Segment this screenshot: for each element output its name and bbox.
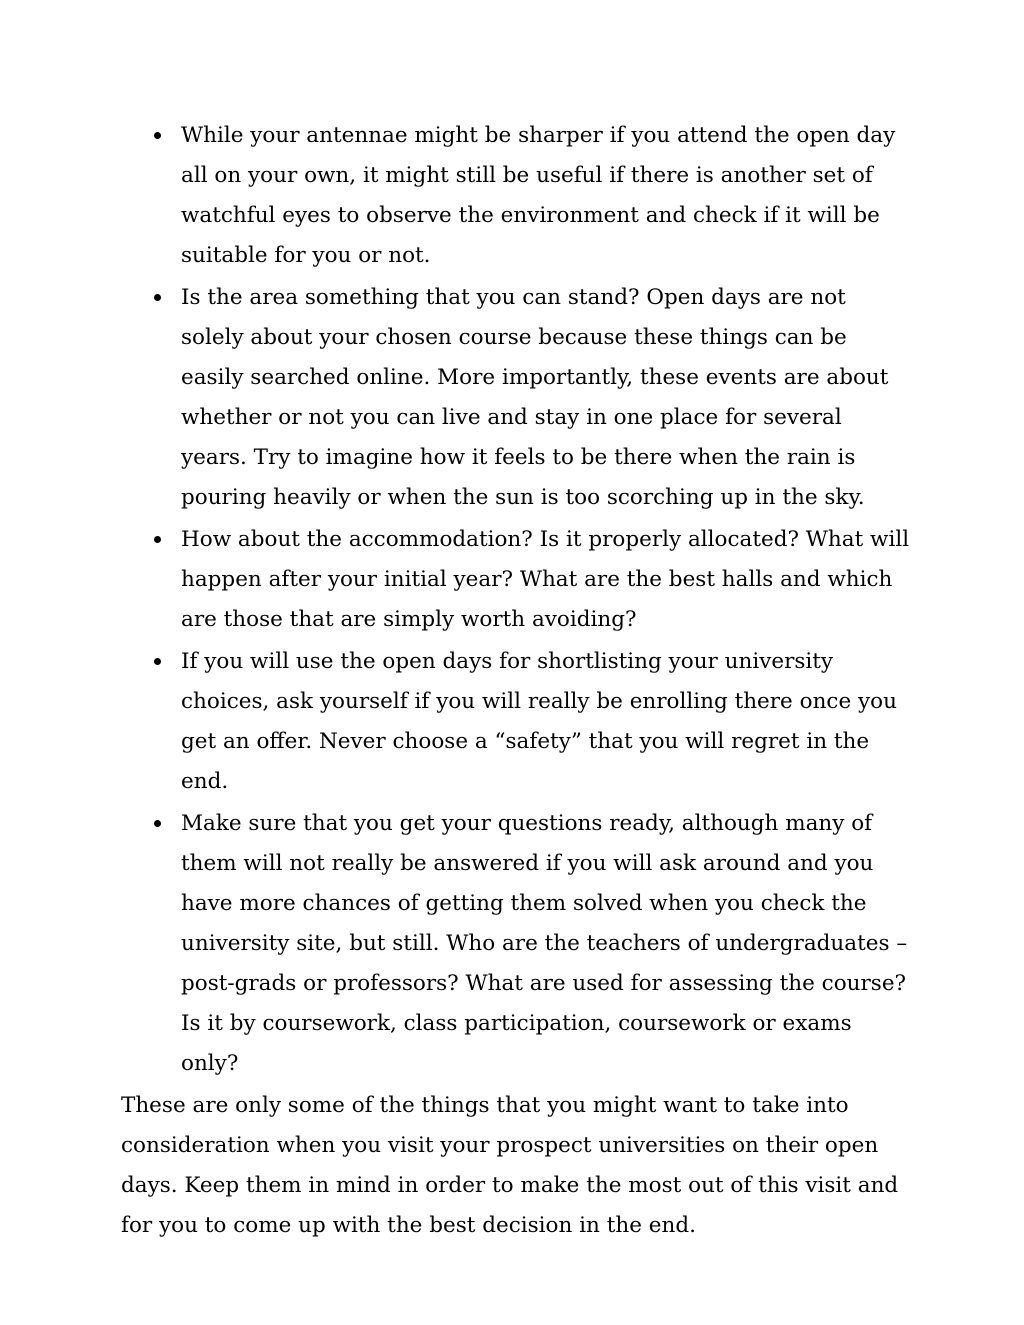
bullet-dot-icon [154,132,161,139]
bullet-text: Is the area something that you can stand? Open days are not solely about your chosen course because these things can be easily searched online. More importantly, these events are about whether or not you can live and stay in one place for several years. Try to imagine how it feels to be there when the rain is pouring heavily or when the sun is too scorching up in the sky. [181,285,889,510]
bullet-text: Make sure that you get your questions ready, although many of them will not really be answered if you will ask around and you have more chances of getting them solved when you check the university site, but still. Who are the teachers of undergraduates – post-grads or professors? What are used for assessing the course? Is it by coursework, class participation, coursework or exams only? [181,811,908,1076]
bullet-dot-icon [154,294,161,301]
bullet-item-companion [121,116,911,276]
document-body [121,116,911,1246]
bullet-text: While your antennae might be sharper if you attend the open day all on your own, it might still be useful if there is another set of watchful eyes to observe the environment and check if it will be suitable for you or not. [181,123,896,268]
bullet-dot-icon [154,536,161,543]
closing-paragraph: These are only some of the things that you might want to take into consideration when you visit your prospect universities on their open days. Keep them in mind in order to make the most out of this visit and for you to come up with the best decision in the end. [121,1093,899,1238]
bullet-text: If you will use the open days for shortlisting your university choices, ask yourself if you will really be enrolling there once you get an offer. Never choose a “safety” that you will regret in the end. [181,649,897,794]
bullet-item-accommodation [121,520,911,640]
bullet-dot-icon [154,658,161,665]
bullet-item-shortlisting [121,642,911,802]
bullet-item-area [121,278,911,518]
bullet-dot-icon [154,820,161,827]
bullet-text: How about the accommodation? Is it properly allocated? What will happen after your initial year? What are the best halls and which are those that are simply worth avoiding? [181,527,910,632]
bullet-list [121,116,911,1084]
bullet-item-questions [121,804,911,1084]
